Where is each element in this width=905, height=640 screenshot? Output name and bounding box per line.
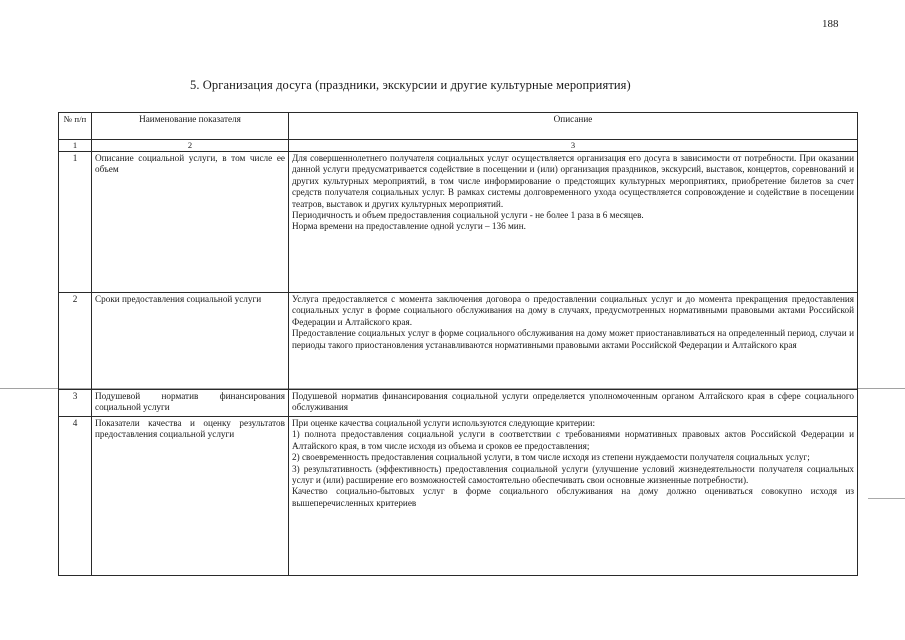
row-number: 4: [59, 417, 92, 576]
description-paragraph: 3) результативность (эффективность) предоставления социальной услуги (улучшение условий жизнедеятельности получателя социальных услуг и (или) расширение его возможностей самостоятельно обеспечивать свои основные жизненные потребности).: [292, 463, 854, 486]
header-no: № п/п: [59, 113, 92, 140]
row-number: 1: [59, 152, 92, 293]
section-title: 5. Организация досуга (праздники, экскурсии и другие культурные мероприятия): [190, 78, 631, 92]
row-description: [289, 390, 858, 417]
description-paragraph: Услуга предоставляется с момента заключения договора о предоставлении социальных услуг и до момента прекращения предоставления социальных услуг в форме социального обслуживания на дому в случаях, предусмотренных нормативными правовыми актами Российской Федерации и Алтайского края.: [292, 294, 854, 327]
row-number: 2: [59, 293, 92, 390]
header-description: Описание: [289, 113, 858, 140]
column-number-row: [59, 140, 858, 152]
description-paragraph: Норма времени на предоставление одной услуги – 136 мин.: [292, 221, 526, 232]
row-name: Описание социальной услуги, в том числе ее объем: [92, 152, 289, 293]
column-number: 2: [92, 140, 289, 152]
row-description: [289, 152, 858, 293]
description-paragraph: 1) полнота предоставления социальной услуги в соответствии с требованиями нормативных правовых актов Российской Федерации и Алтайского края, в том числе исходя из объема и сроков ее предоставления;: [292, 429, 854, 451]
row-description: [289, 293, 858, 390]
table-row: [59, 390, 858, 417]
page-number: 188: [822, 18, 839, 30]
header-name: Наименование показателя: [92, 113, 289, 140]
table-row: [59, 293, 858, 390]
description-paragraph: Качество социально-бытовых услуг в форме социального обслуживания на дому должно оцениваться совокупно исходя из вышеперечисленных критериев: [292, 486, 854, 508]
row-description: [289, 417, 858, 576]
scan-line: [868, 498, 905, 499]
column-number: 1: [59, 140, 92, 152]
table-row: [59, 152, 858, 293]
description-paragraph: Предоставление социальных услуг в форме социального обслуживания на дому может приостанавливаться на определенный период, случаи и периоды такого приостановления устанавливаются нормативными правовыми актами Российской Федерации и Алтайского края: [292, 328, 854, 350]
row-name: Подушевой норматив финансирования социальной услуги: [92, 390, 289, 417]
description-table: [58, 112, 858, 576]
description-paragraph: При оценке качества социальной услуги используются следующие критерии:: [292, 418, 596, 428]
table-header-row: [59, 113, 858, 140]
row-name: Показатели качества и оценку результатов предоставления социальной услуги: [92, 417, 289, 576]
row-name: Сроки предоставления социальной услуги: [92, 293, 289, 390]
description-paragraph: Периодичность и объем предоставления социальной услуги - не более 1 раза в 6 месяцев.: [292, 210, 644, 221]
table-row: [59, 417, 858, 576]
description-paragraph: 2) своевременность предоставления социальной услуги, в том числе исходя из степени нуждаемости получателя социальных услуг;: [292, 452, 810, 463]
row-number: 3: [59, 390, 92, 417]
description-paragraph: Для совершеннолетнего получателя социальных услуг осуществляется организация его досуга в зависимости от потребности. При оказании данной услуги предусматривается содействие в посещении и (или) организация праздников, экскурсий, выставок, концертов, соревнований и других культурных мероприятий, в том числе информирование о предстоящих культурных мероприятиях, приобретение билетов за счет средств получателя социальных услуг. В рамках системы долговременного ухода осуществляется сопровождение и содействие в посещении театров, выставок и других культурных мероприятий.: [292, 153, 854, 209]
column-number: 3: [289, 140, 858, 152]
description-paragraph: Подушевой норматив финансирования социальной услуги определяется уполномоченным органом Алтайского края в сфере социального обслуживания: [292, 391, 854, 413]
